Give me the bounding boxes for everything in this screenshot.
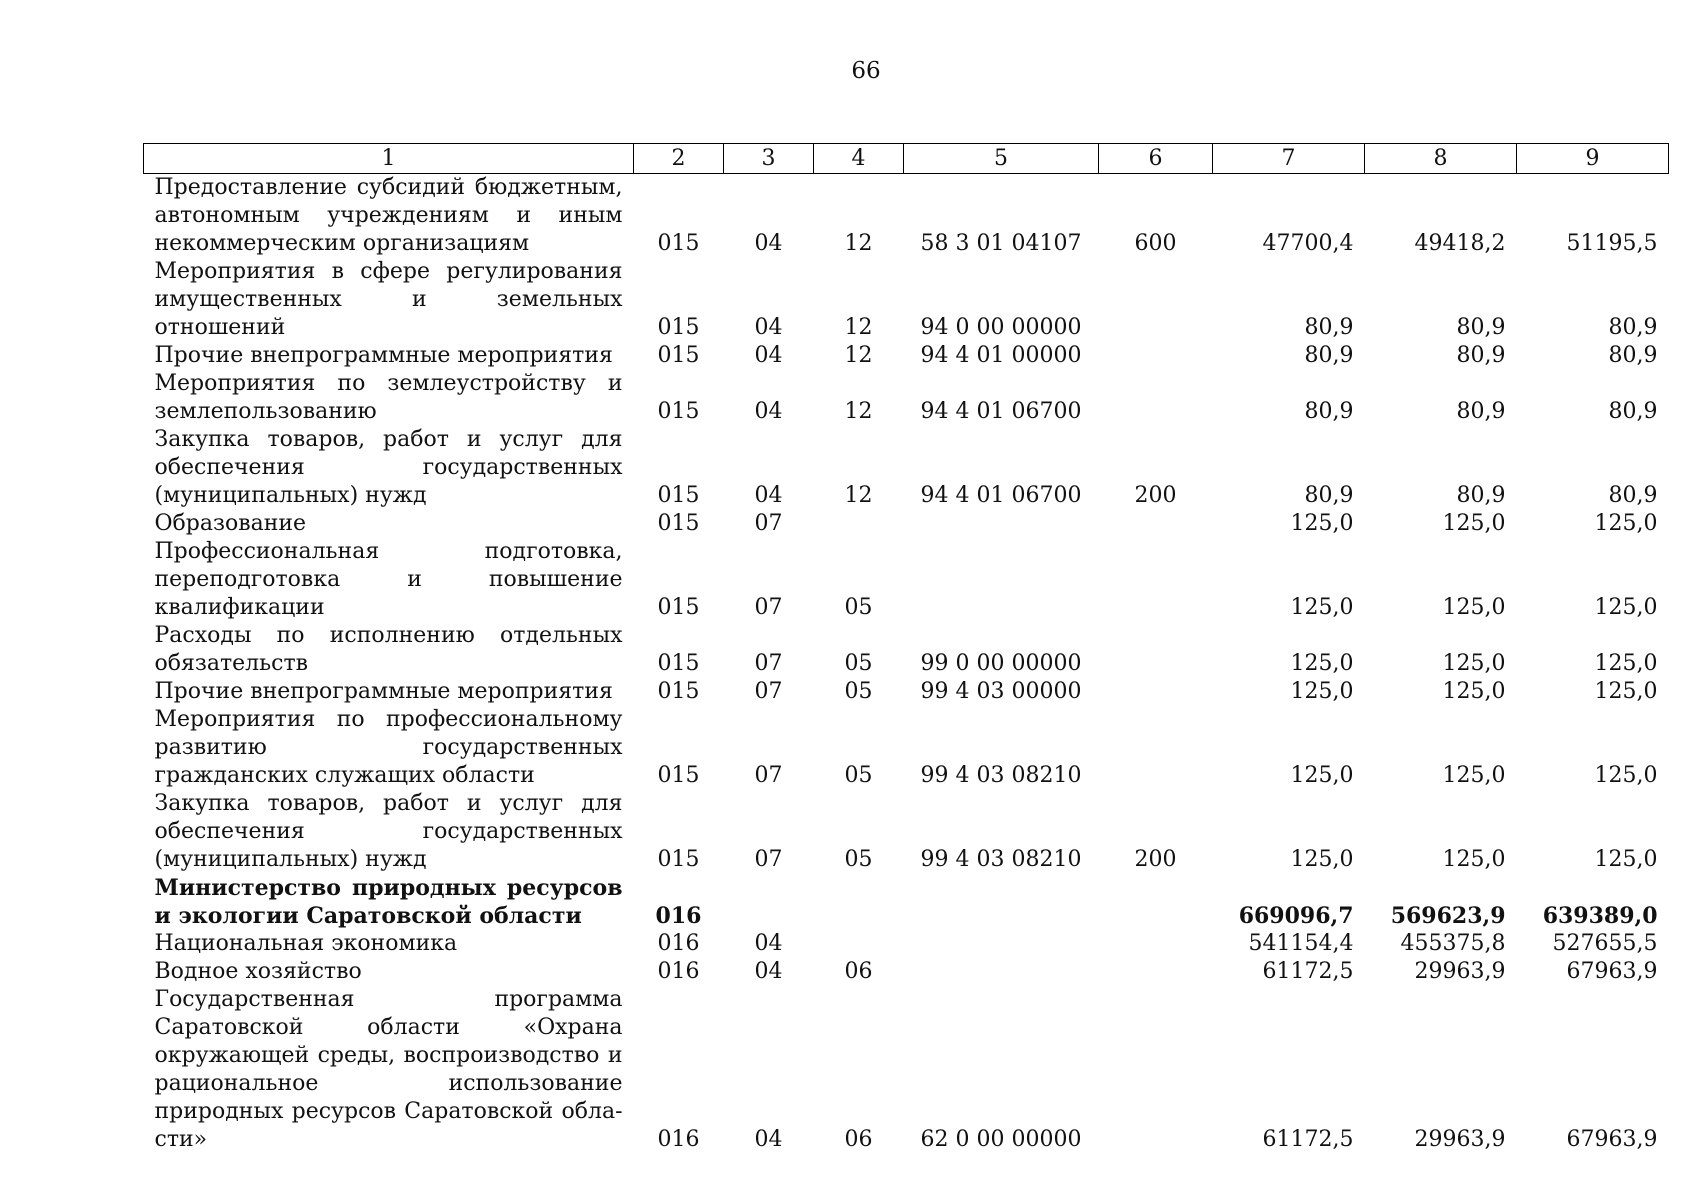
cell-target-article: 94 4 01 06700 bbox=[920, 483, 1082, 508]
cell-subsection bbox=[814, 930, 904, 958]
cell-amount-year1: 125,0 bbox=[1290, 847, 1354, 872]
cell-amount-year2: 569623,9 bbox=[1390, 903, 1506, 929]
cell-amount-year2: 125,0 bbox=[1442, 679, 1506, 704]
row-name: Национальная экономика bbox=[154, 931, 458, 956]
cell-subsection: 12 bbox=[844, 231, 873, 256]
cell-amount-year3: 639389,0 bbox=[1542, 903, 1658, 929]
row-name: Государственная программа Саратовской области «Охрана окружающей среды, воспроизводство и рациональное использование природных ресурсов Саратовской области» bbox=[154, 987, 623, 1152]
row-name: Прочие внепрограммные мероприятия bbox=[154, 679, 613, 704]
cell-amount-year2: 125,0 bbox=[1442, 511, 1506, 536]
cell-section: 04 bbox=[754, 315, 783, 340]
cell-subsection: 06 bbox=[844, 959, 873, 984]
cell-target-article bbox=[904, 510, 1099, 538]
cell-admin-code: 015 bbox=[657, 511, 700, 536]
cell-amount-year1: 125,0 bbox=[1290, 511, 1354, 536]
cell-amount-year1: 125,0 bbox=[1290, 595, 1354, 620]
cell-subsection: 05 bbox=[844, 679, 873, 704]
cell-amount-year1: 541154,4 bbox=[1248, 931, 1354, 956]
header-cell-9: 9 bbox=[1517, 144, 1669, 174]
row-name: Закупка товаров, работ и услуг для обеспечения государственных (муниципальных) нужд bbox=[154, 791, 623, 872]
cell-section: 04 bbox=[754, 343, 783, 368]
table-row bbox=[144, 342, 1669, 370]
cell-section: 04 bbox=[754, 399, 783, 424]
cell-section: 07 bbox=[754, 679, 783, 704]
table-row bbox=[144, 930, 1669, 958]
cell-subsection: 12 bbox=[844, 315, 873, 340]
cell-target-article bbox=[904, 930, 1099, 958]
cell-subsection: 12 bbox=[844, 483, 873, 508]
header-cell-4: 4 bbox=[814, 144, 904, 174]
cell-amount-year1: 669096,7 bbox=[1238, 903, 1354, 929]
cell-amount-year2: 80,9 bbox=[1456, 399, 1506, 424]
table-row bbox=[144, 678, 1669, 706]
cell-amount-year3: 80,9 bbox=[1608, 483, 1658, 508]
row-name: Закупка товаров, работ и услуг для обеспечения государственных (муниципальных) нужд bbox=[154, 427, 623, 508]
table-row bbox=[144, 510, 1669, 538]
cell-amount-year1: 80,9 bbox=[1304, 343, 1354, 368]
cell-amount-year2: 80,9 bbox=[1456, 315, 1506, 340]
cell-amount-year3: 125,0 bbox=[1594, 763, 1658, 788]
cell-target-article: 94 0 00 00000 bbox=[920, 315, 1082, 340]
cell-target-article bbox=[904, 958, 1099, 986]
cell-expense-type bbox=[1099, 622, 1213, 678]
row-name: Образование bbox=[154, 511, 307, 536]
header-cell-5: 5 bbox=[904, 144, 1099, 174]
table-row bbox=[144, 874, 1669, 930]
cell-amount-year3: 80,9 bbox=[1608, 399, 1658, 424]
row-name: Мероприятия по землеустройству и землепользованию bbox=[154, 371, 623, 424]
cell-target-article: 99 0 00 00000 bbox=[920, 651, 1082, 676]
cell-admin-code: 015 bbox=[657, 763, 700, 788]
cell-section: 04 bbox=[754, 231, 783, 256]
cell-amount-year2: 125,0 bbox=[1442, 847, 1506, 872]
cell-amount-year3: 125,0 bbox=[1594, 651, 1658, 676]
table-row bbox=[144, 174, 1669, 259]
cell-expense-type bbox=[1099, 258, 1213, 342]
cell-amount-year1: 125,0 bbox=[1290, 763, 1354, 788]
table-body bbox=[144, 174, 1669, 1155]
header-cell-7: 7 bbox=[1213, 144, 1365, 174]
header-cell-8: 8 bbox=[1365, 144, 1517, 174]
cell-admin-code: 016 bbox=[655, 903, 702, 929]
cell-amount-year2: 29963,9 bbox=[1414, 959, 1506, 984]
cell-target-article: 94 4 01 00000 bbox=[920, 343, 1082, 368]
cell-section: 07 bbox=[754, 847, 783, 872]
cell-amount-year1: 125,0 bbox=[1290, 651, 1354, 676]
header-row bbox=[144, 144, 1669, 174]
cell-amount-year2: 455375,8 bbox=[1400, 931, 1506, 956]
cell-expense-type bbox=[1099, 958, 1213, 986]
cell-target-article bbox=[904, 874, 1099, 930]
cell-amount-year3: 125,0 bbox=[1594, 511, 1658, 536]
row-name: Водное хозяйство bbox=[154, 959, 362, 984]
cell-section: 04 bbox=[754, 931, 783, 956]
cell-amount-year2: 125,0 bbox=[1442, 651, 1506, 676]
cell-amount-year2: 29963,9 bbox=[1414, 1127, 1506, 1152]
cell-admin-code: 015 bbox=[657, 651, 700, 676]
cell-expense-type bbox=[1099, 342, 1213, 370]
cell-section: 07 bbox=[754, 763, 783, 788]
cell-section: 04 bbox=[754, 1127, 783, 1152]
cell-target-article: 94 4 01 06700 bbox=[920, 399, 1082, 424]
cell-amount-year3: 80,9 bbox=[1608, 315, 1658, 340]
cell-admin-code: 015 bbox=[657, 595, 700, 620]
cell-expense-type bbox=[1099, 986, 1213, 1154]
cell-amount-year1: 61172,5 bbox=[1262, 959, 1354, 984]
cell-amount-year3: 125,0 bbox=[1594, 847, 1658, 872]
cell-subsection bbox=[814, 510, 904, 538]
cell-section: 04 bbox=[754, 483, 783, 508]
cell-subsection: 05 bbox=[844, 651, 873, 676]
cell-amount-year1: 47700,4 bbox=[1262, 231, 1354, 256]
cell-admin-code: 015 bbox=[657, 399, 700, 424]
cell-amount-year2: 125,0 bbox=[1442, 763, 1506, 788]
cell-admin-code: 015 bbox=[657, 315, 700, 340]
cell-amount-year1: 80,9 bbox=[1304, 483, 1354, 508]
cell-amount-year2: 49418,2 bbox=[1414, 231, 1506, 256]
cell-section: 07 bbox=[754, 595, 783, 620]
cell-subsection: 05 bbox=[844, 595, 873, 620]
cell-amount-year3: 80,9 bbox=[1608, 343, 1658, 368]
cell-admin-code: 016 bbox=[657, 931, 700, 956]
cell-target-article: 99 4 03 08210 bbox=[920, 847, 1082, 872]
cell-subsection: 12 bbox=[844, 343, 873, 368]
cell-section: 07 bbox=[754, 511, 783, 536]
cell-subsection: 05 bbox=[844, 847, 873, 872]
header-cell-2: 2 bbox=[634, 144, 724, 174]
cell-admin-code: 015 bbox=[657, 483, 700, 508]
cell-target-article: 99 4 03 00000 bbox=[920, 679, 1082, 704]
table-row bbox=[144, 706, 1669, 790]
cell-target-article bbox=[904, 538, 1099, 622]
table-row bbox=[144, 622, 1669, 678]
row-name: Министерство природных ресурсов и экологии Саратовской области bbox=[154, 875, 623, 929]
cell-expense-type: 600 bbox=[1134, 231, 1177, 256]
cell-amount-year3: 67963,9 bbox=[1566, 1127, 1658, 1152]
page-number: 66 bbox=[851, 58, 881, 84]
budget-table bbox=[143, 143, 1669, 1154]
header-cell-3: 3 bbox=[724, 144, 814, 174]
table-row bbox=[144, 790, 1669, 874]
cell-target-article: 62 0 00 00000 bbox=[920, 1127, 1082, 1152]
cell-amount-year2: 80,9 bbox=[1456, 343, 1506, 368]
cell-admin-code: 015 bbox=[657, 343, 700, 368]
row-name: Предоставление субсидий бюджетным, автономным учреждениям и иным некоммерческим организациям bbox=[154, 175, 623, 256]
cell-amount-year1: 61172,5 bbox=[1262, 1127, 1354, 1152]
cell-subsection bbox=[814, 874, 904, 930]
cell-admin-code: 015 bbox=[657, 679, 700, 704]
cell-amount-year3: 125,0 bbox=[1594, 679, 1658, 704]
cell-target-article: 99 4 03 08210 bbox=[920, 763, 1082, 788]
cell-amount-year1: 125,0 bbox=[1290, 679, 1354, 704]
cell-amount-year3: 67963,9 bbox=[1566, 959, 1658, 984]
cell-amount-year3: 51195,5 bbox=[1566, 231, 1658, 256]
table-row bbox=[144, 370, 1669, 426]
row-name: Мероприятия в сфере регулирования имущественных и земельных отношений bbox=[154, 259, 623, 340]
cell-subsection: 12 bbox=[844, 399, 873, 424]
cell-section: 07 bbox=[754, 651, 783, 676]
table-row bbox=[144, 258, 1669, 342]
cell-expense-type bbox=[1099, 930, 1213, 958]
cell-expense-type bbox=[1099, 706, 1213, 790]
cell-admin-code: 015 bbox=[657, 847, 700, 872]
cell-amount-year1: 80,9 bbox=[1304, 399, 1354, 424]
cell-admin-code: 016 bbox=[657, 1127, 700, 1152]
cell-subsection: 05 bbox=[844, 763, 873, 788]
cell-amount-year2: 125,0 bbox=[1442, 595, 1506, 620]
cell-admin-code: 015 bbox=[657, 231, 700, 256]
table-header bbox=[144, 144, 1669, 174]
cell-expense-type: 200 bbox=[1134, 483, 1177, 508]
cell-expense-type bbox=[1099, 510, 1213, 538]
cell-amount-year2: 80,9 bbox=[1456, 483, 1506, 508]
table-row bbox=[144, 426, 1669, 510]
cell-expense-type bbox=[1099, 538, 1213, 622]
row-name: Профессиональная подготовка, переподготовка и повышение квалификации bbox=[154, 539, 623, 620]
cell-amount-year3: 125,0 bbox=[1594, 595, 1658, 620]
cell-amount-year3: 527655,5 bbox=[1552, 931, 1658, 956]
row-name: Мероприятия по профессиональному развитию государственных гражданских служащих области bbox=[154, 707, 623, 788]
cell-expense-type bbox=[1099, 370, 1213, 426]
cell-expense-type: 200 bbox=[1134, 847, 1177, 872]
header-cell-1: 1 bbox=[144, 144, 634, 174]
cell-target-article: 58 3 01 04107 bbox=[920, 231, 1082, 256]
cell-section bbox=[724, 874, 814, 930]
cell-section: 04 bbox=[754, 959, 783, 984]
table-row bbox=[144, 538, 1669, 622]
header-cell-6: 6 bbox=[1099, 144, 1213, 174]
cell-expense-type bbox=[1099, 874, 1213, 930]
cell-admin-code: 016 bbox=[657, 959, 700, 984]
row-name: Расходы по исполнению отдельных обязательств bbox=[154, 623, 623, 676]
cell-expense-type bbox=[1099, 678, 1213, 706]
cell-amount-year1: 80,9 bbox=[1304, 315, 1354, 340]
table-row bbox=[144, 958, 1669, 986]
table-row bbox=[144, 986, 1669, 1154]
row-name: Прочие внепрограммные мероприятия bbox=[154, 343, 613, 368]
cell-subsection: 06 bbox=[844, 1127, 873, 1152]
